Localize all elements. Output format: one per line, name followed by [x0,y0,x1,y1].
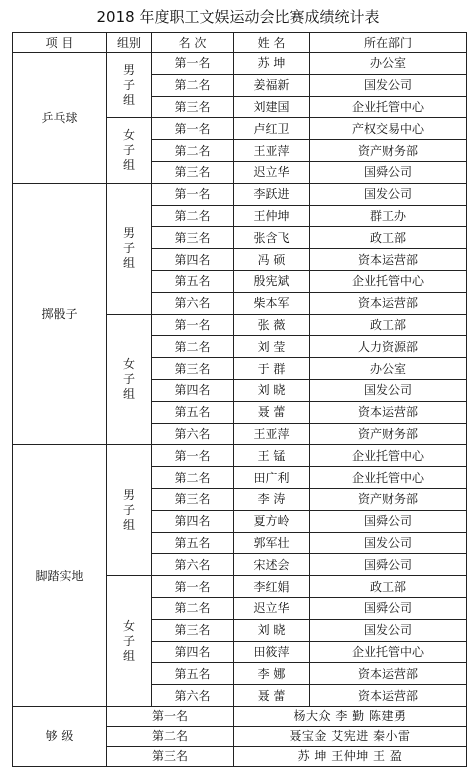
rank-cell: 第二名 [152,140,234,162]
rank-cell: 第三名 [152,227,234,249]
rank-cell: 第五名 [152,663,234,685]
group-cell [107,314,152,445]
item-cell: 乒乓球 [13,53,107,184]
group-label: 男子组 [122,62,135,107]
name-cell: 李红娟 [234,576,310,598]
name-cell: 李 娜 [234,663,310,685]
rank-cell: 第四名 [152,379,234,401]
rank-cell: 第一名 [107,706,234,726]
group-label: 女子组 [122,128,135,173]
group-label: 女子组 [122,618,135,663]
name-cell: 柴本军 [234,292,310,314]
rank-cell: 第二名 [152,467,234,489]
team-row [13,706,467,726]
dept-cell: 企业托管中心 [310,641,467,663]
name-cell: 迟立华 [234,161,310,183]
rank-cell: 第二名 [107,726,234,746]
rank-cell: 第三名 [152,488,234,510]
rank-cell: 第五名 [152,401,234,423]
dept-cell: 企业托管中心 [310,445,467,467]
header-dept: 所在部门 [310,33,467,53]
item-cell: 脚踏实地 [13,445,107,707]
name-cell: 刘 晓 [234,619,310,641]
rank-cell: 第五名 [152,532,234,554]
group-cell [107,183,152,314]
name-cell: 郭军壮 [234,532,310,554]
dept-cell: 国发公司 [310,619,467,641]
name-cell: 聂 蕾 [234,401,310,423]
name-cell: 张 薇 [234,314,310,336]
name-cell: 王亚萍 [234,140,310,162]
team-names-cell: 杨大众 李 勤 陈建勇 [234,706,467,726]
dept-cell: 国发公司 [310,183,467,205]
dept-cell: 资产财务部 [310,423,467,445]
dept-cell: 国舜公司 [310,510,467,532]
rank-cell: 第一名 [152,183,234,205]
dept-cell: 国舜公司 [310,554,467,576]
name-cell: 田筱萍 [234,641,310,663]
dept-cell: 产权交易中心 [310,118,467,140]
rank-cell: 第一名 [152,576,234,598]
dept-cell: 政工部 [310,314,467,336]
dept-cell: 群工办 [310,205,467,227]
dept-cell: 资本运营部 [310,663,467,685]
name-cell: 卢红卫 [234,118,310,140]
rank-cell: 第二名 [152,205,234,227]
rank-cell: 第六名 [152,685,234,707]
rank-cell: 第三名 [152,619,234,641]
rank-cell: 第四名 [152,249,234,271]
header-name: 姓 名 [234,33,310,53]
rank-cell: 第二名 [152,597,234,619]
dept-cell: 办公室 [310,53,467,75]
dept-cell: 企业托管中心 [310,270,467,292]
rank-cell: 第一名 [152,118,234,140]
name-cell: 宋述会 [234,554,310,576]
header-rank: 名 次 [152,33,234,53]
team-names-cell: 苏 坤 王仲坤 王 盈 [234,746,467,766]
dept-cell: 国发公司 [310,379,467,401]
result-row [13,183,467,205]
dept-cell: 企业托管中心 [310,467,467,489]
item-cell: 掷骰子 [13,183,107,445]
rank-cell: 第五名 [152,270,234,292]
name-cell: 迟立华 [234,597,310,619]
dept-cell: 资本运营部 [310,401,467,423]
rank-cell: 第二名 [152,74,234,96]
name-cell: 李 涛 [234,488,310,510]
dept-cell: 国舜公司 [310,161,467,183]
name-cell: 王仲坤 [234,205,310,227]
dept-cell: 资本运营部 [310,685,467,707]
group-cell [107,118,152,183]
result-row [13,445,467,467]
name-cell: 姜福新 [234,74,310,96]
rank-cell: 第六名 [152,554,234,576]
group-cell [107,53,152,118]
dept-cell: 国发公司 [310,532,467,554]
dept-cell: 企业托管中心 [310,96,467,118]
dept-cell: 资本运营部 [310,249,467,271]
group-label: 女子组 [122,356,135,401]
group-cell [107,445,152,576]
name-cell: 王亚萍 [234,423,310,445]
dept-cell: 政工部 [310,227,467,249]
rank-cell: 第三名 [152,96,234,118]
rank-cell: 第六名 [152,423,234,445]
group-label: 男子组 [122,226,135,271]
header-item: 项 目 [13,33,107,53]
name-cell: 刘建国 [234,96,310,118]
rank-cell: 第一名 [152,314,234,336]
rank-cell: 第一名 [152,53,234,75]
dept-cell: 国舜公司 [310,597,467,619]
dept-cell: 政工部 [310,576,467,598]
rank-cell: 第三名 [152,161,234,183]
rank-cell: 第四名 [152,510,234,532]
results-table [12,32,467,767]
rank-cell: 第二名 [152,336,234,358]
name-cell: 张含飞 [234,227,310,249]
dept-cell: 人力资源部 [310,336,467,358]
name-cell: 殷宪斌 [234,270,310,292]
rank-cell: 第三名 [107,746,234,766]
page-title: 2018 年度职工文娱运动会比赛成绩统计表 [96,8,380,26]
name-cell: 夏方岭 [234,510,310,532]
group-label: 男子组 [122,487,135,532]
dept-cell: 资本运营部 [310,292,467,314]
dept-cell: 资产财务部 [310,488,467,510]
dept-cell: 国发公司 [310,74,467,96]
name-cell: 聂 蕾 [234,685,310,707]
rank-cell: 第四名 [152,641,234,663]
rank-cell: 第三名 [152,358,234,380]
header-row [13,33,467,53]
rank-cell: 第六名 [152,292,234,314]
name-cell: 于 群 [234,358,310,380]
results-body [13,53,467,767]
name-cell: 李跃进 [234,183,310,205]
name-cell: 冯 硕 [234,249,310,271]
dept-cell: 资产财务部 [310,140,467,162]
team-names-cell: 聂宝金 艾宪进 秦小雷 [234,726,467,746]
group-cell [107,576,152,707]
item-cell: 够 级 [13,706,107,766]
name-cell: 田广利 [234,467,310,489]
name-cell: 王 锰 [234,445,310,467]
name-cell: 苏 坤 [234,53,310,75]
dept-cell: 办公室 [310,358,467,380]
header-group: 组别 [107,33,152,53]
name-cell: 刘 莹 [234,336,310,358]
name-cell: 刘 晓 [234,379,310,401]
rank-cell: 第一名 [152,445,234,467]
result-row [13,53,467,75]
